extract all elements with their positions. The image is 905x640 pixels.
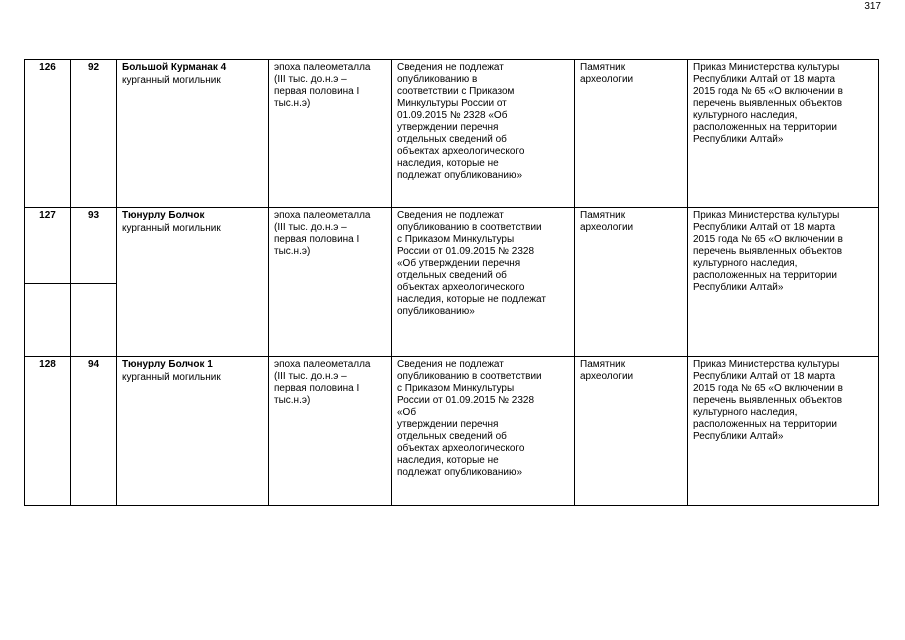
registry-number-cell: 93 [71, 208, 117, 284]
page-number: 317 [864, 1, 881, 12]
row-number-cell: 126 [25, 60, 71, 208]
category-cell: Памятник археологии [575, 357, 688, 506]
object-type: курганный могильник [122, 75, 221, 86]
registry-number-cell: 92 [71, 60, 117, 208]
heritage-registry-table [24, 59, 879, 506]
category-cell: Памятник археологии [575, 60, 688, 208]
object-name: Тюнурлу Болчок [122, 210, 205, 221]
empty-cell [71, 284, 117, 357]
object-name-cell [117, 357, 269, 506]
registry-number-cell: 94 [71, 357, 117, 506]
object-name: Тюнурлу Болчок 1 [122, 359, 213, 370]
object-name-cell [117, 208, 269, 357]
document-cell: Приказ Министерства культуры Республики Алтай от 18 марта 2015 года № 65 «О включении в перечень выявленных объектов культурного наследия, расположенных на территории Республики Алтай» [688, 208, 879, 357]
document-cell: Приказ Министерства культуры Республики Алтай от 18 марта 2015 года № 65 «О включении в перечень выявленных объектов культурного наследия, расположенных на территории Республики Алтай» [688, 357, 879, 506]
category-cell: Памятник археологии [575, 208, 688, 357]
object-name: Большой Курманак 4 [122, 62, 227, 73]
empty-cell [25, 284, 71, 357]
object-name-cell [117, 60, 269, 208]
row-number-cell: 128 [25, 357, 71, 506]
document-cell: Приказ Министерства культуры Республики Алтай от 18 марта 2015 года № 65 «О включении в перечень выявленных объектов культурного наследия, расположенных на территории Республики Алтай» [688, 60, 879, 208]
dating-cell: эпоха палеометалла (III тыс. до.н.э – первая половина I тыс.н.э) [269, 208, 392, 357]
row-number-cell: 127 [25, 208, 71, 284]
location-cell: Сведения не подлежат опубликованию в соответствии с Приказом Минкультуры России от 01.09.2015 № 2328 «Об утверждении перечня отдельных сведений об объектах археологического наследия, которые не подлежат опубликованию» [392, 208, 575, 357]
table-row [25, 357, 879, 506]
object-type: курганный могильник [122, 223, 221, 234]
location-cell: Сведения не подлежат опубликованию в соответствии с Приказом Минкультуры России от 01.09.2015 № 2328 «Об утверждении перечня отдельных сведений об объектах археологического наследия, которые не подлежат опубликованию» [392, 60, 575, 208]
object-type: курганный могильник [122, 372, 221, 383]
table-row [25, 208, 879, 284]
dating-cell: эпоха палеометалла (III тыс. до.н.э – первая половина I тыс.н.э) [269, 357, 392, 506]
dating-cell: эпоха палеометалла (III тыс. до.н.э – первая половина I тыс.н.э) [269, 60, 392, 208]
location-cell: Сведения не подлежат опубликованию в соответствии с Приказом Минкультуры России от 01.09.2015 № 2328 «Об утверждении перечня отдельных сведений об объектах археологического наследия, которые не подлежат опубликованию» [392, 357, 575, 506]
table-row [25, 60, 879, 208]
